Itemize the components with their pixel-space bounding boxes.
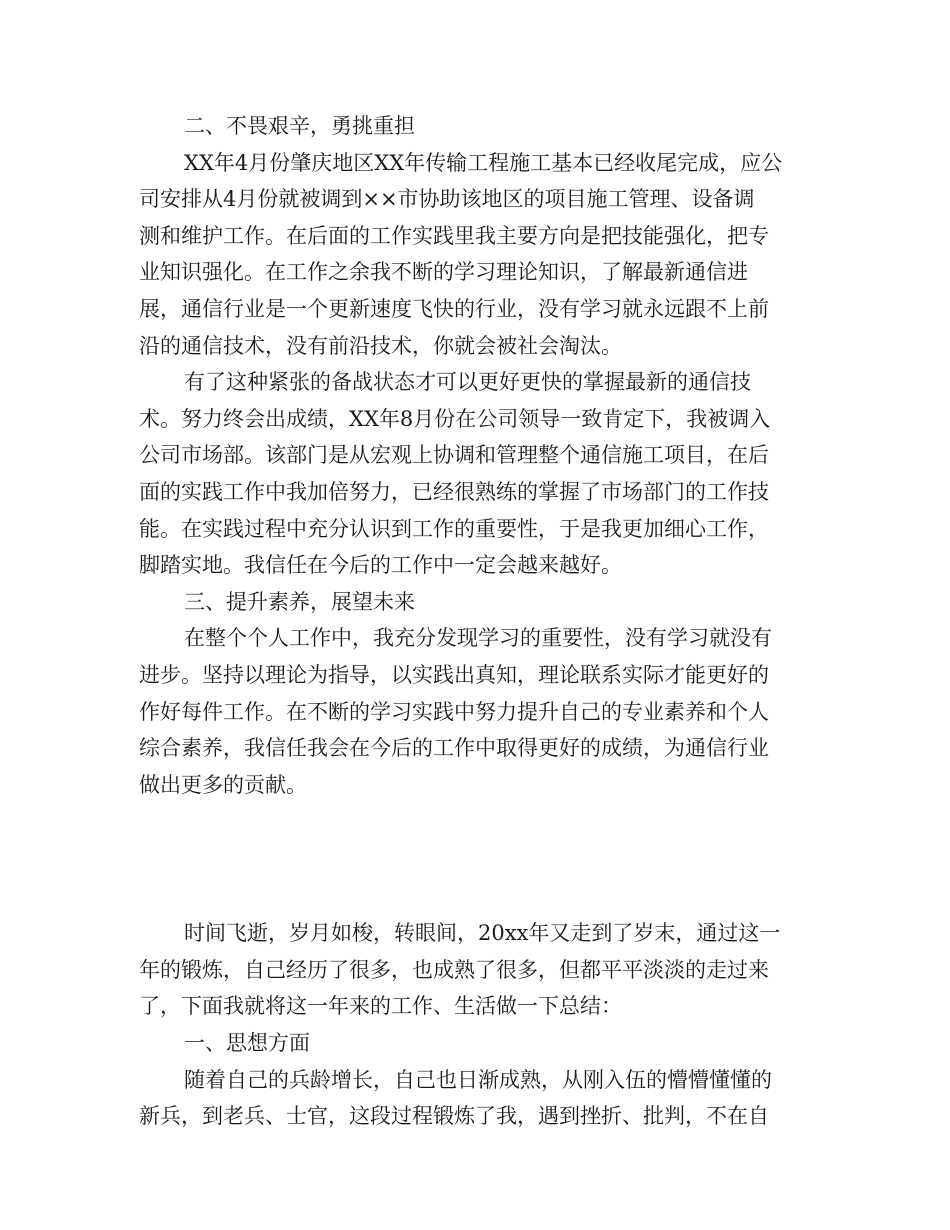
paragraph-line: 进步。坚持以理论为指导，以实践出真知，理论联系实际才能更好的 <box>139 662 769 687</box>
paragraph-line: XX年4月份肇庆地区XX年传输工程施工基本已经收尾完成，应公 <box>184 150 783 175</box>
paragraph-line: 面的实践工作中我加倍努力，已经很熟练的掌握了市场部门的工作技 <box>139 479 769 504</box>
paragraph-line: 在整个个人工作中，我充分发现学习的重要性，没有学习就没有 <box>184 626 772 651</box>
paragraph-line: 司安排从4月份就被调到××市协助该地区的项目施工管理、设备调 <box>139 187 755 212</box>
paragraph-line: 有了这种紧张的备战状态才可以更好更快的掌握最新的通信技 <box>184 370 751 395</box>
paragraph-line: 术。努力终会出成绩，XX年8月份在公司领导一致肯定下，我被调入 <box>139 406 771 431</box>
section-spacer <box>139 803 819 915</box>
paragraph-line: 综合素养，我信任我会在今后的工作中取得更好的成绩，为通信行业 <box>139 736 769 761</box>
paragraph-line: 做出更多的贡献。 <box>139 772 307 797</box>
paragraph-line: 年的锻炼，自己经历了很多，也成熟了很多，但都平平淡淡的走过来 <box>139 957 769 982</box>
paragraph-line: 业知识强化。在工作之余我不断的学习理论知识，了解最新通信进 <box>139 260 748 285</box>
paragraph-line: 新兵，到老兵、士官，这段过程锻炼了我，遇到挫折、批判，不在自 <box>139 1104 769 1129</box>
paragraph-line: 随着自己的兵龄增长，自己也日渐成熟，从刚入伍的懵懵懂懂的 <box>184 1067 772 1092</box>
paragraph-line: 脚踏实地。我信任在今后的工作中一定会越来越好。 <box>139 553 622 578</box>
section-heading-two: 二、不畏艰辛，勇挑重担 <box>184 114 415 138</box>
paragraph-line: 作好每件工作。在不断的学习实践中努力提升自己的专业素养和个人 <box>139 699 769 724</box>
paragraph-line: 能。在实践过程中充分认识到工作的重要性，于是我更加细心工作， <box>139 516 769 541</box>
section-heading-one: 一、思想方面 <box>184 1031 310 1056</box>
paragraph-line: 了，下面我就将这一年来的工作、生活做一下总结： <box>139 994 622 1019</box>
paragraph-line: 时间飞逝，岁月如梭，转眼间，20xx年又走到了岁末，通过这一 <box>184 921 781 946</box>
paragraph-line: 公司市场部。该部门是从宏观上协调和管理整个通信施工项目，在后 <box>139 443 769 468</box>
document-body <box>139 108 819 1135</box>
paragraph-line: 沿的通信技术，没有前沿技术，你就会被社会淘汰。 <box>139 333 622 358</box>
paragraph-line: 测和维护工作。在后面的工作实践里我主要方向是把技能强化，把专 <box>139 223 769 248</box>
paragraph-line: 展，通信行业是一个更新速度飞快的行业，没有学习就永远跟不上前 <box>139 296 769 321</box>
section-heading-three: 三、提升素养，展望未来 <box>184 589 415 614</box>
